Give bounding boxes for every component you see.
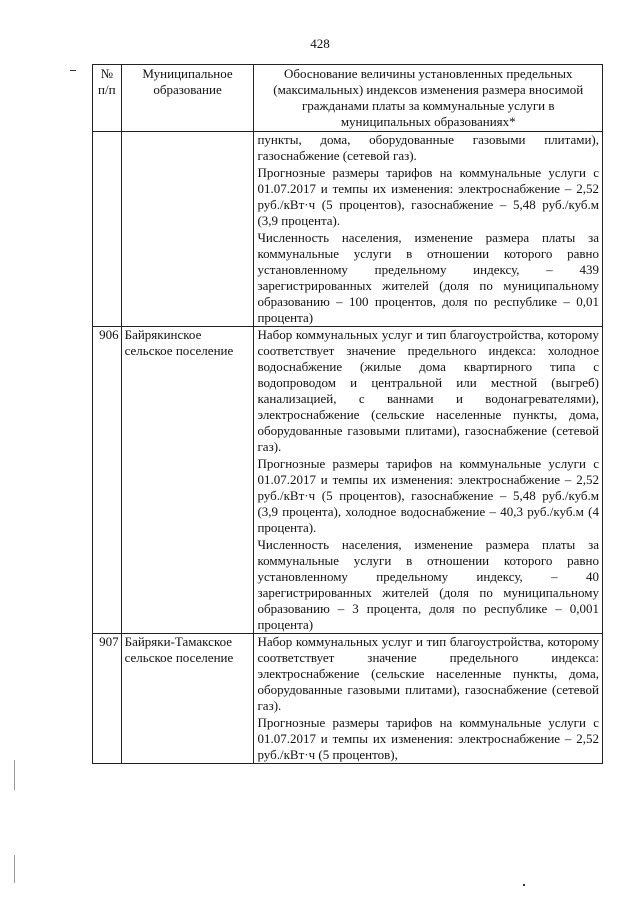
row-number: 907 (93, 634, 122, 764)
municipality-name (121, 132, 254, 327)
header-num: № п/п (93, 65, 122, 132)
table-row (93, 634, 603, 764)
justification-cell (254, 634, 603, 764)
municipality-name: Байряки-Тамакское сельское поселение (121, 634, 254, 764)
table-row (93, 327, 603, 634)
scan-mark (70, 70, 76, 71)
justification-paragraph: Прогнозные размеры тарифов на коммунальные услуги с 01.07.2017 и темпы их изменения: электроснабжение – 2,52 руб./кВт·ч (5 процентов), газоснабжение – 5,48 руб./куб.м (3,9 процента). (257, 165, 599, 228)
scan-mark (14, 855, 15, 883)
justification-cell (254, 132, 603, 327)
tariff-justification-table (92, 64, 603, 764)
scan-mark (14, 760, 15, 790)
justification-paragraph: Численность населения, изменение размера платы за коммунальные услуги в отношении которого равно установленному предельному индексу, – 40 зарегистрированных жителей (доля по муниципальному образованию – 3 процента, доля по республике – 0,001 процента) (257, 537, 599, 632)
justification-paragraph: пункты, дома, оборудованные газовыми плитами), газоснабжение (сетевой газ). (257, 132, 599, 163)
header-municipality: Муниципальное образование (121, 65, 254, 132)
justification-paragraph: Набор коммунальных услуг и тип благоустройства, которому соответствует значение предельного индекса: холодное водоснабжение (жилые дома квартирного типа с водопроводом и центральной или местной (выгреб) канализацией, с ваннами и водонагревателями), электроснабжение (сельские населенные пункты, дома, оборудованные газовыми плитами), газоснабжение (сетевой газ). (257, 327, 599, 454)
row-number (93, 132, 122, 327)
table-row (93, 132, 603, 327)
header-justification: Обоснование величины установленных предельных (максимальных) индексов изменения размера вносимой гражданами платы за коммунальные услуги в муниципальных образованиях* (254, 65, 603, 132)
justification-cell (254, 327, 603, 634)
justification-paragraph: Набор коммунальных услуг и тип благоустройства, которому соответствует значение предельного индекса: электроснабжение (сельские населенные пункты, дома, оборудованные газовыми плитами), газоснабжение (сетевой газ). (257, 634, 599, 713)
justification-paragraph: Прогнозные размеры тарифов на коммунальные услуги с 01.07.2017 и темпы их изменения: электроснабжение – 2,52 руб./кВт·ч (5 процентов), газоснабжение – 5,48 руб./куб.м (3,9 процента), холодное водоснабжение – 40,3 руб./куб.м (4 процента). (257, 456, 599, 535)
table-header-row (93, 65, 603, 132)
municipality-name: Байрякинское сельское поселение (121, 327, 254, 634)
scan-mark (523, 884, 525, 886)
page-number: 428 (310, 36, 330, 51)
row-number: 906 (93, 327, 122, 634)
justification-paragraph: Прогнозные размеры тарифов на коммунальные услуги с 01.07.2017 и темпы их изменения: электроснабжение – 2,52 руб./кВт·ч (5 процентов), (257, 715, 599, 762)
justification-paragraph: Численность населения, изменение размера платы за коммунальные услуги в отношении которого равно установленному предельному индексу, – 439 зарегистрированных жителей (доля по муниципальному образованию – 100 процентов, доля по республике – 0,01 процента) (257, 230, 599, 325)
